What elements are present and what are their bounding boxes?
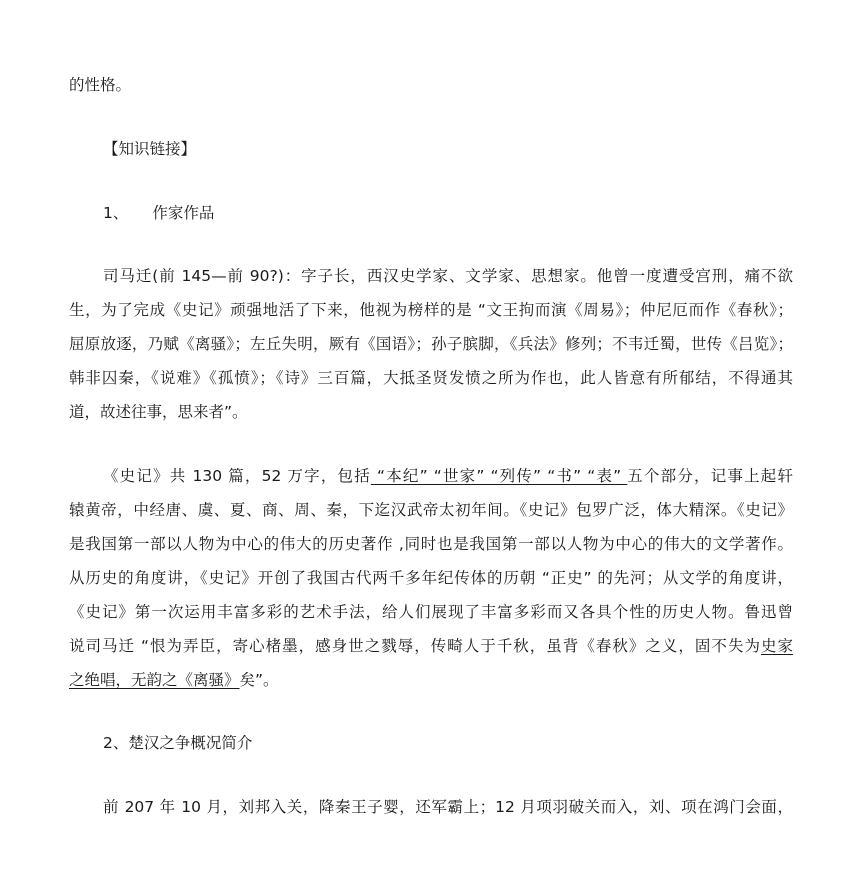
para1-line: 司马迁(前 145—前 90?)：字子长，西汉史学家、文学家、思想家。他曾一度遭受宫刑，痛不欲 (103, 267, 793, 285)
para2-line: 辕黄帝，中经唐、虞、夏、商、周、秦，下迄汉武帝太初年间。《史记》包罗广泛，体大精深。《史记》 (69, 501, 793, 519)
para1-line: 道，故述往事，思来者”。 (69, 403, 248, 421)
para1-line: 生，为了完成《史记》顽强地活了下来，他视为榜样的是 “文王拘而演《周易》；仲尼厄而作《春秋》； (69, 301, 793, 319)
para1-line: 屈原放逐，乃赋《离骚》；左丘失明，厥有《国语》；孙子膑脚，《兵法》修列；不韦迁蜀，世传《吕览》； (69, 335, 793, 353)
para2-text: 说司马迁 “恨为弄臣，寄心楮墨，感身世之戮辱，传畸人于千秋，虽背《春秋》之义，固不失为 (69, 637, 761, 655)
para2-line: 从历史的角度讲，《史记》开创了我国古代两千多年纪传体的历朝 “正史” 的先河；从文学的角度讲， (69, 569, 793, 587)
para2-line (103, 465, 793, 487)
para2-line: 是我国第一部以人物为中心的伟大的历史著作 ,同时也是我国第一部以人物为中心的伟大的文学著作。 (69, 535, 793, 553)
para2-line (69, 635, 793, 657)
para2-line: 《史记》第一次运用丰富多彩的艺术手法，给人们展现了丰富多彩而又各具个性的历史人物。鲁迅曾 (69, 603, 793, 621)
para2-text: 五个部分，记事上起轩 (627, 467, 793, 485)
underlined-text: “本纪” “世家” “列传” “书” “表” (370, 467, 628, 485)
continuation-text: 的性格。 (69, 76, 132, 94)
para2-text: 矣”。 (239, 671, 279, 689)
para2-line (69, 669, 793, 691)
subsection-2-heading: 2、楚汉之争概况简介 (103, 734, 253, 752)
subsection-1-number: 1、 (103, 204, 129, 222)
para2-text: 《史记》共 130 篇，52 万字，包括 (103, 467, 371, 485)
section-heading: 【知识链接】 (103, 140, 197, 158)
subsection-1-title: 作家作品 (152, 204, 215, 222)
underlined-text: 之绝唱，无韵之《离骚》 (69, 671, 240, 689)
para1-line: 韩非囚秦，《说难》《孤愤》；《诗》三百篇，大抵圣贤发愤之所为作也，此人皆意有所郁结，不得通其 (69, 369, 793, 387)
para3-line: 前 207 年 10 月，刘邦入关，降秦王子婴，还军霸上；12 月项羽破关而入，刘、项在鸿门会面， (103, 798, 793, 816)
underlined-text: 史家 (760, 637, 793, 655)
subsection-1-heading (103, 202, 793, 224)
